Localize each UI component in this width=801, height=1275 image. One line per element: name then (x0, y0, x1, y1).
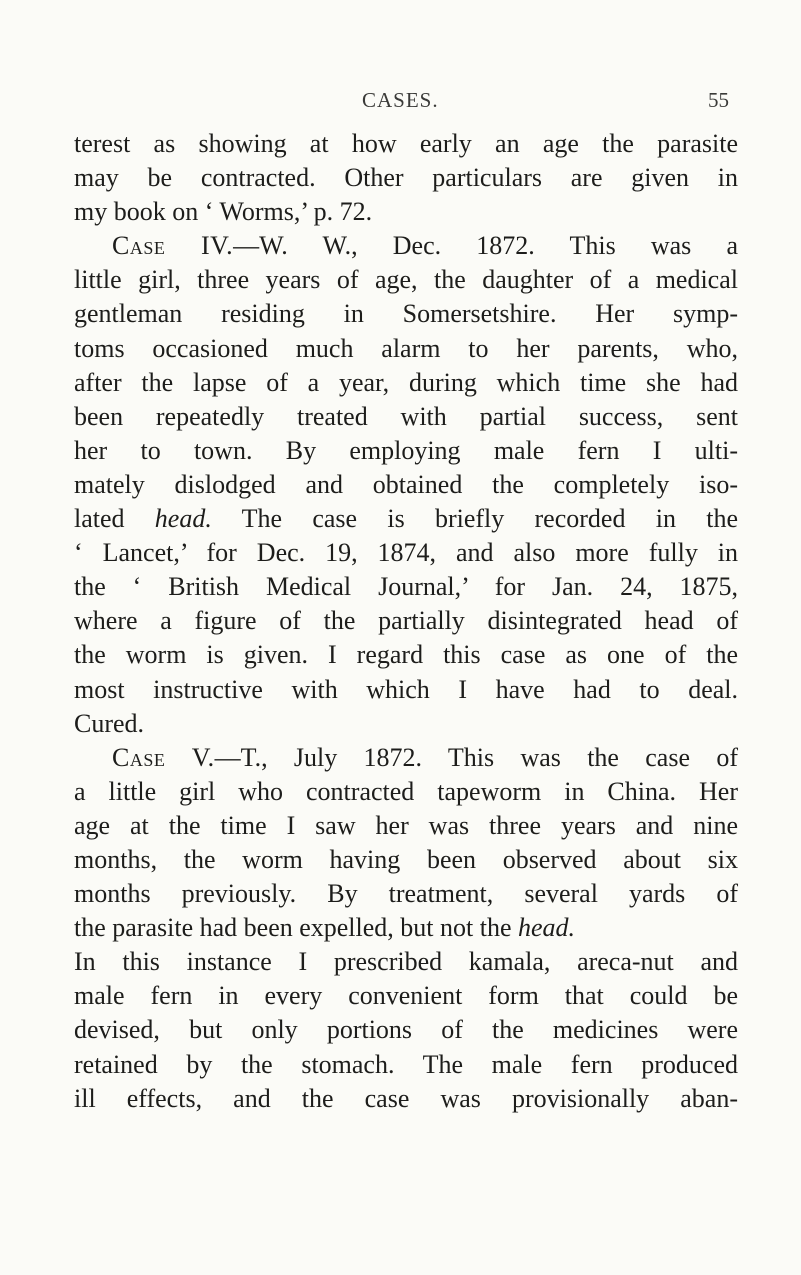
running-title: CASES. (362, 88, 439, 112)
case-v-heading-line (74, 741, 738, 775)
text-line: ill effects, and the case was provisionally aban- (74, 1083, 738, 1113)
text-line: my book on ‘ Worms,’ p. 72. (74, 197, 373, 227)
text-line: where a figure of the partially disintegrated head of (74, 606, 738, 636)
italic-word: head. (518, 913, 576, 943)
text-line: the ‘ British Medical Journal,’ for Jan. 24, 1875, (74, 572, 738, 602)
text-line: ‘ Lancet,’ for Dec. 19, 1874, and also more fully in (74, 538, 738, 568)
text-line: after the lapse of a year, during which time she had (74, 367, 738, 397)
text-line: Cured. (74, 708, 145, 738)
text-line: devised, but only portions of the medicines were (74, 1015, 738, 1045)
text-line: little girl, three years of age, the daughter of a medical (74, 265, 738, 295)
page-number: 55 (708, 88, 729, 112)
text-fragment: the parasite had been expelled, but not the (74, 913, 519, 943)
text-line: months previously. By treatment, several yards of (74, 879, 738, 909)
text-line: In this instance I prescribed kamala, areca-nut and (74, 947, 738, 977)
text-line: months, the worm having been observed about six (74, 844, 738, 874)
text-line: male fern in every convenient form that could be (74, 981, 738, 1011)
case-iv-intro: —W. W., Dec. 1872. This was a (233, 231, 738, 261)
text-line: age at the time I saw her was three years and nine (74, 810, 738, 840)
italic-word: head. (154, 504, 212, 534)
text-line: terest as showing at how early an age the parasite (74, 129, 738, 158)
case-iv-heading-line (74, 229, 738, 263)
text-line: mately dislodged and obtained the completely iso- (74, 469, 738, 499)
text-line: gentleman residing in Somersetshire. Her symp- (74, 299, 738, 329)
text-line: her to town. By employing male fern I ulti- (74, 435, 738, 465)
text-line: most instructive with which I have had to deal. (74, 674, 738, 704)
text-fragment: The case is briefly recorded in the (211, 504, 738, 534)
text-line: been repeatedly treated with partial success, sent (74, 401, 738, 431)
text-line: a little girl who contracted tapeworm in China. Her (74, 776, 738, 806)
text-line (74, 502, 738, 536)
text-line: toms occasioned much alarm to her parents, who, (74, 333, 738, 363)
text-line: may be contracted. Other particulars are given in (74, 163, 738, 193)
case-iv-label: Case IV. (112, 231, 234, 261)
text-line: the worm is given. I regard this case as one of the (74, 640, 738, 670)
text-line (74, 911, 738, 945)
body-text (74, 127, 738, 1116)
case-v-label: Case V. (112, 742, 215, 772)
text-fragment: lated (74, 504, 155, 534)
running-head (0, 88, 801, 118)
case-v-intro: —T., July 1872. This was the case of (214, 742, 738, 772)
text-line: retained by the stomach. The male fern produced (74, 1049, 738, 1079)
